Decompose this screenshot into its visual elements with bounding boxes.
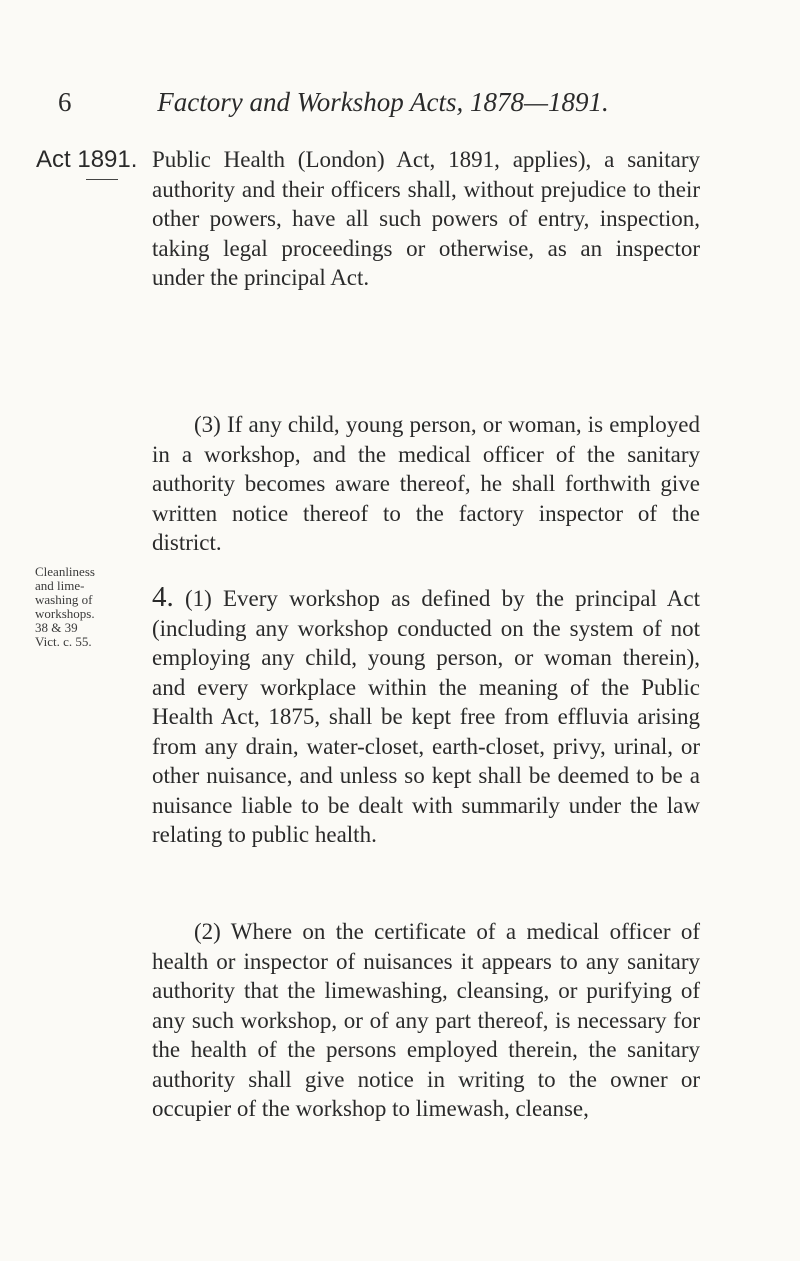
side-note-line: Vict. c. 55.	[35, 634, 92, 649]
section-4-1-text: (1) Every workshop as defined by the principal Act (including any workshop conducted on the system of not employing any child, young person, or woman therein), and every workplace within the meaning of the Public Health Act, 1875, shall be kept free from effluvia arising from any drain, water-closet, earth-closet, privy, urinal, or other nuisance, and unless so kept shall be deemed to be a nuisance liable to be dealt with summarily under the law relating to public health.	[152, 586, 701, 847]
side-note-line: 38 & 39	[35, 620, 78, 635]
side-note-line: washing of	[35, 592, 93, 607]
section-4-2-paragraph: (2) Where on the certificate of a medical officer of health or inspector of nuisances it appears to any sanitary authority that the limewashing, cleansing, or purifying of any such workshop, or of any part thereof, is necessary for the health of the persons employed therein, the sanitary authority shall give notice in writing to the owner or occupier of the workshop to limewash, cleanse,	[152, 919, 700, 1121]
intro-paragraph: Public Health (London) Act, 1891, applies), a sanitary authority and their officers shall, without prejudice to their other powers, have all such powers of entry, inspection, taking legal proceedings or otherwise, as an inspector under the principal Act.	[152, 147, 700, 290]
side-note-line: and lime-	[35, 578, 85, 593]
act-year-label: Act 1891.	[36, 146, 138, 173]
page-number: 6	[58, 87, 72, 117]
side-note	[35, 565, 127, 649]
act-year-underline	[86, 179, 118, 180]
running-title: Factory and Workshop Acts, 1878—1891.	[157, 87, 609, 117]
subsection-3-paragraph: (3) If any child, young person, or woman, is employed in a workshop, and the medical officer of the sanitary authority becomes aware thereof, he shall forthwith give written notice thereof to the factory inspector of the district.	[152, 412, 700, 555]
side-note-line: workshops.	[35, 606, 95, 621]
side-note-line: Cleanliness	[35, 564, 95, 579]
section-4-1-paragraph	[152, 583, 700, 850]
section-number: 4.	[152, 581, 174, 613]
